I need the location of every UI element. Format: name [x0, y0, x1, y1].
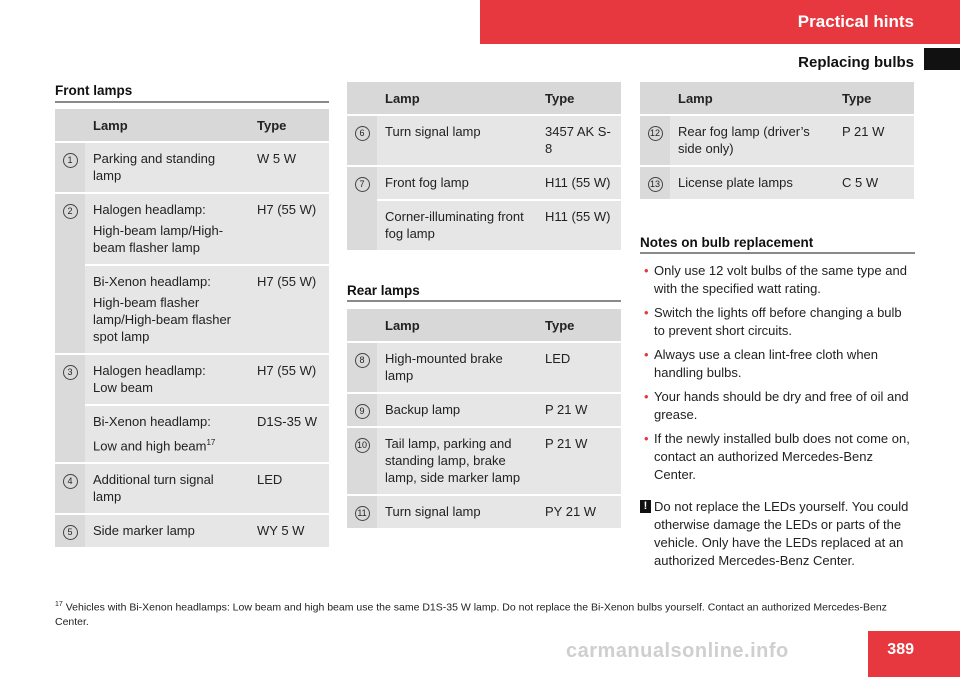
section-title: Replacing bulbs: [798, 54, 914, 71]
table-row: [55, 463, 329, 514]
rear-lamps-table: [347, 309, 621, 530]
item-number-icon: 7: [355, 177, 370, 192]
col-lamp-header: Lamp: [670, 82, 834, 115]
watermark: carmanualsonline.info: [566, 640, 789, 662]
lamp-cell: Side marker lamp: [85, 514, 249, 548]
front-lamps-table: [55, 109, 329, 549]
col-lamp-header: Lamp: [85, 109, 249, 142]
type-cell: H11 (55 W): [537, 200, 621, 251]
warning-text: Do not replace the LEDs yourself. You could otherwise damage the LEDs or parts of the vehicle. Only have the LEDs replaced at an authorized Mercedes-Benz Center.: [654, 499, 909, 568]
item-number-icon: 9: [355, 404, 370, 419]
rear-lamps-table-continued: [640, 82, 914, 201]
list-item: • Switch the lights off before changing a bulb to prevent short circuits.: [644, 305, 902, 338]
footnote-ref: 17: [206, 438, 216, 447]
notes-rule: [640, 252, 915, 254]
type-cell: D1S-35 W: [249, 405, 329, 463]
lamp-cell: Bi-Xenon headlamp: High-beam flasher lamp/High-beam flasher spot lamp: [85, 265, 249, 354]
type-cell: LED: [537, 342, 621, 393]
lamp-cell: Halogen headlamp: High-beam lamp/High-beam flasher lamp: [85, 193, 249, 265]
notes-heading: Notes on bulb replacement: [640, 235, 814, 250]
footnote: [55, 598, 915, 629]
type-cell: H11 (55 W): [537, 166, 621, 200]
bullet-icon: •: [644, 431, 649, 446]
bullet-icon: •: [644, 263, 649, 278]
lamp-cell: Tail lamp, parking and standing lamp, brake lamp, side marker lamp: [377, 427, 537, 495]
list-item: • Always use a clean lint-free cloth when handling bulbs.: [644, 347, 879, 380]
warning-icon: !: [640, 500, 651, 513]
col-type-header: Type: [834, 82, 914, 115]
type-cell: C 5 W: [834, 166, 914, 200]
front-lamps-rule: [55, 101, 329, 103]
item-number-icon: 2: [63, 204, 78, 219]
col-type-header: Type: [537, 309, 621, 342]
lamp-cell: Bi-Xenon headlamp: Low and high beam$^{17}$: [85, 405, 249, 463]
table-row: [55, 193, 329, 265]
type-cell: H7 (55 W): [249, 193, 329, 265]
list-item: • Only use 12 volt bulbs of the same type and with the specified watt rating.: [644, 263, 907, 296]
table-row: [640, 115, 914, 166]
lamp-cell: Halogen headlamp: Low beam: [85, 354, 249, 405]
type-cell: P 21 W: [537, 427, 621, 495]
item-number-icon: 8: [355, 353, 370, 368]
type-cell: P 21 W: [537, 393, 621, 427]
table-row: [55, 405, 329, 463]
chapter-title: Practical hints: [797, 12, 914, 31]
table-row: [55, 142, 329, 193]
table-row: [347, 342, 621, 393]
footnote-mark: 17: [55, 601, 63, 608]
type-cell: PY 21 W: [537, 495, 621, 529]
col-lamp-header: Lamp: [377, 82, 537, 115]
item-number-icon: 4: [63, 474, 78, 489]
notes-list: [640, 262, 916, 490]
table-row: [55, 354, 329, 405]
lamp-cell: License plate lamps: [670, 166, 834, 200]
front-lamps-table-continued: [347, 82, 621, 252]
front-lamps-heading: Front lamps: [55, 83, 133, 98]
type-cell: P 21 W: [834, 115, 914, 166]
bullet-icon: •: [644, 389, 649, 404]
rear-lamps-heading: Rear lamps: [347, 283, 420, 298]
type-cell: H7 (55 W): [249, 354, 329, 405]
warning-note: [640, 498, 916, 570]
col-lamp-header: Lamp: [377, 309, 537, 342]
item-number-icon: 12: [648, 126, 663, 141]
table-header-row: [55, 109, 329, 142]
item-number-icon: 1: [63, 153, 78, 168]
table-row: [55, 514, 329, 548]
col-type-header: Type: [249, 109, 329, 142]
table-row: [347, 166, 621, 200]
table-row: [347, 393, 621, 427]
type-cell: 3457 AK S-8: [537, 115, 621, 166]
table-header-row: [347, 309, 621, 342]
list-item: • Your hands should be dry and free of oil and grease.: [644, 389, 909, 422]
item-number-icon: 3: [63, 365, 78, 380]
type-cell: WY 5 W: [249, 514, 329, 548]
bullet-icon: •: [644, 305, 649, 320]
lamp-cell: Parking and standing lamp: [85, 142, 249, 193]
table-row: [347, 427, 621, 495]
bullet-icon: •: [644, 347, 649, 362]
page-number: 389: [868, 631, 960, 677]
item-number-icon: 5: [63, 525, 78, 540]
lamp-cell: Additional turn signal lamp: [85, 463, 249, 514]
lamp-cell: Backup lamp: [377, 393, 537, 427]
table-row: [347, 115, 621, 166]
item-number-icon: 6: [355, 126, 370, 141]
rear-lamps-rule: [347, 300, 621, 302]
table-header-row: [347, 82, 621, 115]
lamp-cell: Rear fog lamp (driver’s side only): [670, 115, 834, 166]
item-number-icon: 10: [355, 438, 370, 453]
footnote-text: Vehicles with Bi-Xenon headlamps: Low beam and high beam use the same D1S-35 W lamp. Do not replace the Bi-Xenon bulbs yourself. Contact an authorized Mercedes-Benz Center.: [55, 601, 887, 628]
list-item: • If the newly installed bulb does not come on, contact an authorized Mercedes-Benz Center.: [644, 431, 910, 482]
table-row: [55, 265, 329, 354]
table-row: [640, 166, 914, 200]
table-row: [347, 495, 621, 529]
col-type-header: Type: [537, 82, 621, 115]
item-number-icon: 13: [648, 177, 663, 192]
type-cell: H7 (55 W): [249, 265, 329, 354]
item-number-icon: 11: [355, 506, 370, 521]
table-row: [347, 200, 621, 251]
lamp-cell: Front fog lamp: [377, 166, 537, 200]
lamp-cell: Corner-illuminating front fog lamp: [377, 200, 537, 251]
lamp-cell: High-mounted brake lamp: [377, 342, 537, 393]
type-cell: LED: [249, 463, 329, 514]
type-cell: W 5 W: [249, 142, 329, 193]
section-tab-marker: [924, 48, 960, 70]
table-header-row: [640, 82, 914, 115]
lamp-cell: Turn signal lamp: [377, 115, 537, 166]
lamp-cell: Turn signal lamp: [377, 495, 537, 529]
